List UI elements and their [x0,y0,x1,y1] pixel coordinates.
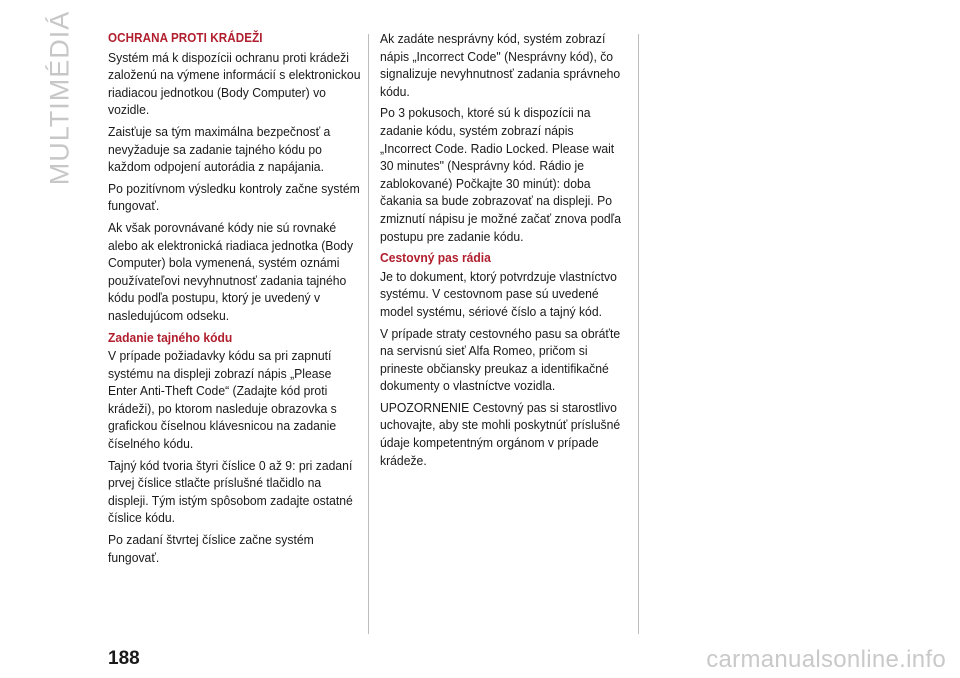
column-divider-right [638,34,639,634]
column-divider [368,34,369,634]
paragraph: Zaisťuje sa tým maximálna bezpečnosť a nevyžaduje sa zadanie tajného kódu po každom odpojení autorádia z napájania. [108,123,331,175]
left-column [108,30,361,570]
paragraph: Systém má k dispozícii ochranu proti krádeži založenú na výmene informácií s elektronickou riadiacou jednotkou (Body Computer) vo vozidle. [108,49,361,118]
paragraph: Po pozitívnom výsledku kontroly začne systém fungovať. [108,180,360,214]
right-column [380,30,624,473]
paragraph: Tajný kód tvoria štyri číslice 0 až 9: pri zadaní prvej číslice stlačte príslušné tlačidlo na displeji. Tým istým spôsobom zadajte ostatné číslice kódu. [108,457,353,526]
paragraph: UPOZORNENIE Cestovný pas si starostlivo uchovajte, aby ste mohli poskytnúť príslušné údaje kompetentným orgánom v prípade krádeže. [380,399,621,468]
page-number: 188 [108,648,140,669]
section-label: MULTIMÉDIÁ [44,10,75,186]
paragraph: Ak však porovnávané kódy nie sú rovnaké alebo ak elektronická riadiaca jednotka (Body Computer) bola vymenená, systém oznámi používateľovi nevyhnutnosť zadania tajného kódu podľa postupu, ktorý je uvedený v nasledujúcom odseku. [108,219,354,323]
paragraph: Po zadaní štvrtej číslice začne systém fungovať. [108,532,314,565]
subheading-radio-passport: Cestovný pas rádia [380,250,491,266]
paragraph: Je to dokument, ktorý potvrdzuje vlastníctvo systému. V cestovnom pase sú uvedené model systému, sériové číslo a tajný kód. [380,268,617,319]
paragraph: V prípade straty cestovného pasu sa obráťte na servisnú sieť Alfa Romeo, pričom si prineste občiansky preukaz a identifikačné dokumenty o vlastníctve vozidla. [380,325,621,394]
paragraph: Ak zadáte nesprávny kód, systém zobrazí nápis „Incorrect Code" (Nesprávny kód), čo signalizuje nevyhnutnosť zadania správneho kódu. [380,31,621,99]
watermark: carmanualsonline.info [706,646,946,673]
section-tab [38,10,82,186]
section-heading-anti-theft: OCHRANA PROTI KRÁDEŽI [108,31,263,45]
paragraph: Po 3 pokusoch, ktoré sú k dispozícii na zadanie kódu, systém zobrazí nápis „Incorrect Code. Radio Locked. Please wait 30 minutes" (Nesprávny kód. Rádio je zablokované) Počkajte 30 minút): doba čakania sa bude zobrazovať na displeji. Po zmiznutí nápisu je možné začať znova podľa postupu pre zadanie kódu. [380,105,621,244]
subheading-secret-code: Zadanie tajného kódu [108,329,233,345]
paragraph: V prípade požiadavky kódu sa pri zapnutí systému na displeji zobrazí nápis „Please Enter Anti-Theft Code“ (Zadajte kód proti krádeži), po ktorom nasleduje obrazovka s grafickou číselnou klávesnicou na zadanie číselného kódu. [108,348,337,452]
